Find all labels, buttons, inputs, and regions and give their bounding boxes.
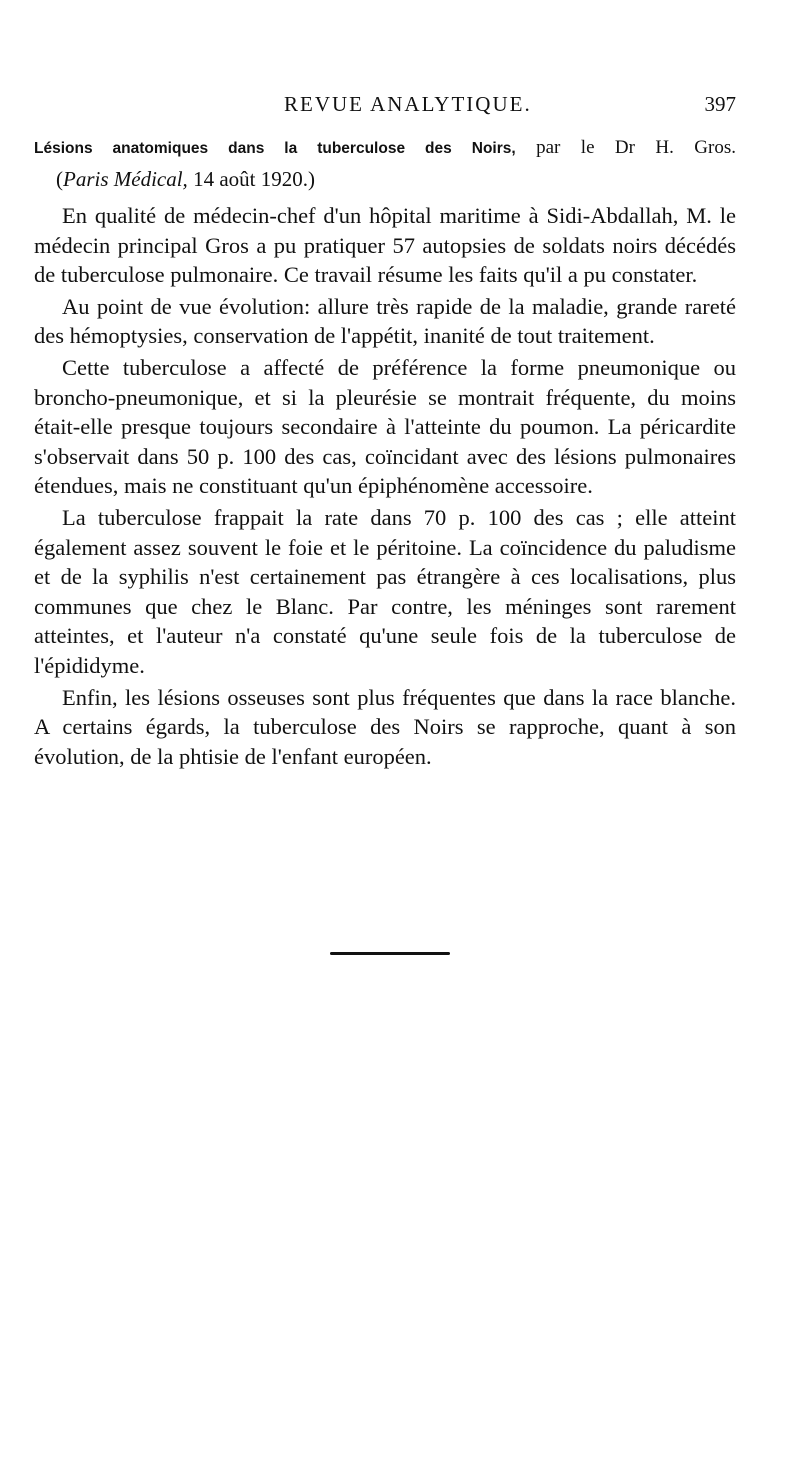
paragraph: Cette tuberculose a affecté de préférence la forme pneumonique ou broncho-pneumonique, et si la pleurésie se montrait fréquente, du moins était-elle presque toujours secondaire à l'atteinte du poumon. La péricardite s'observait dans 50 p. 100 des cas, coïncidant avec des lésions pulmonaires étendues, mais ne constituant qu'un épiphénomène accessoire. <box>34 354 736 499</box>
running-title: REVUE ANALYTIQUE. <box>284 92 532 116</box>
paragraph: Enfin, les lésions osseuses sont plus fréquentes que dans la race blanche. A certains égards, la tuberculose des Noirs se rapproche, quant à son évolution, de la phtisie de l'enfant européen. <box>34 684 736 769</box>
article-citation <box>56 165 736 193</box>
article <box>34 134 736 771</box>
citation-date: 14 août 1920.) <box>187 167 315 191</box>
article-title-bold: Lésions anatomiques dans la tuberculose des Noirs, <box>34 140 516 157</box>
paragraph: En qualité de médecin-chef d'un hôpital maritime à Sidi-Abdallah, M. le médecin principal Gros a pu pratiquer 57 autopsies de soldats noirs décédés de tuberculose pulmonaire. Ce travail résume les faits qu'il a pu constater. <box>34 203 736 288</box>
article-title <box>34 134 736 163</box>
page-header <box>34 92 736 122</box>
page-number: 397 <box>704 92 736 116</box>
paragraph: La tuberculose frappait la rate dans 70 p. 100 des cas ; elle atteint également assez souvent le foie et le péritoine. La coïncidence du paludisme et de la syphilis n'est certainement pas étrangère à ces localisations, plus communes que chez le Blanc. Par contre, les méninges sont rarement atteintes, et l'auteur n'a constaté qu'une seule fois de la tuberculose de l'épididyme. <box>34 504 736 678</box>
citation-journal: Paris Médical, <box>63 167 188 191</box>
end-rule <box>330 952 450 955</box>
article-author: par le Dr H. Gros. <box>536 137 737 158</box>
citation-open: ( <box>56 167 63 191</box>
paragraph: Au point de vue évolution: allure très rapide de la maladie, grande rareté des hémoptysies, conservation de l'appétit, inanité de tout traitement. <box>34 293 736 349</box>
